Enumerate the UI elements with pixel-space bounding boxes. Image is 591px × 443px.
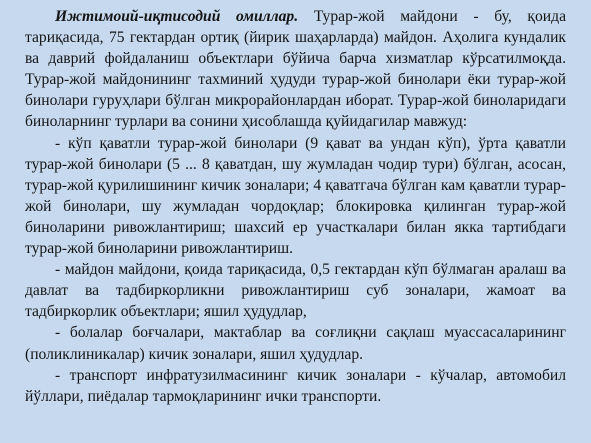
list-item-text: - транспорт инфратузилмасининг кичик зоналари - кўчалар, автомобил йўллари, пиёдалар тармоқларининг ички транспорти.: [25, 366, 566, 405]
section-heading: Ижтимоий-иқтисодий омиллар.: [55, 8, 299, 25]
list-item-kindergartens: [25, 322, 566, 364]
list-item-text: - кўп қаватли турар-жой бинолари (9 қават ва ундан кўп), ўрта қаватли турар-жой бинолари (5 ... 8 қаватдан, шу жумладан чодир тури) бўлган, асосан, турар-жой қурилишининг кичик зоналари; 4 қаватгача бўлган кам қаватли турар-жой бинолари, шу жумладан чордоқлар; блокировка қилинган турар-жой биноларини ривожлантириш; шахсий ер участкалари билан якка тартибдаги турар-жой биноларини ривожлантириш.: [25, 134, 566, 258]
list-item-text: - болалар боғчалари, мактаблар ва соғлиқни сақлаш муассасаларининг (поликлиникалар) кичик зоналари, яшил ҳудудлар.: [25, 324, 566, 363]
intro-paragraph: [25, 6, 566, 133]
list-item-text: - майдон майдони, қоида тариқасида, 0,5 гектардан кўп бўлмаган аралаш ва давлат ва тадбиркорликни ривожлантириш суб зоналари, жамоат ва тадбиркорлик объектлари; яшил ҳудудлар,: [25, 261, 566, 321]
intro-text: Турар-жой майдони - бу, қоида тариқасида, 75 гектардан ортиқ (йирик шаҳарларда) майдон. Аҳолига кундалик ва даврий фойдаланиш объектлари бўйича барча хизматлар кўрсатилмоқда. Турар-жой майдонининг тахминий ҳудуди турар-жой бинолари ёки турар-жой бинолари гуруҳлари бўлган микрорайонлардан иборат. Турар-жой биноларидаги биноларнинг турлари ва сонини ҳисоблашда қуйидагилар мавжуд:: [25, 8, 566, 131]
list-item-area: [25, 259, 566, 322]
list-item-housing: [25, 133, 566, 260]
list-item-transport: [25, 365, 566, 407]
